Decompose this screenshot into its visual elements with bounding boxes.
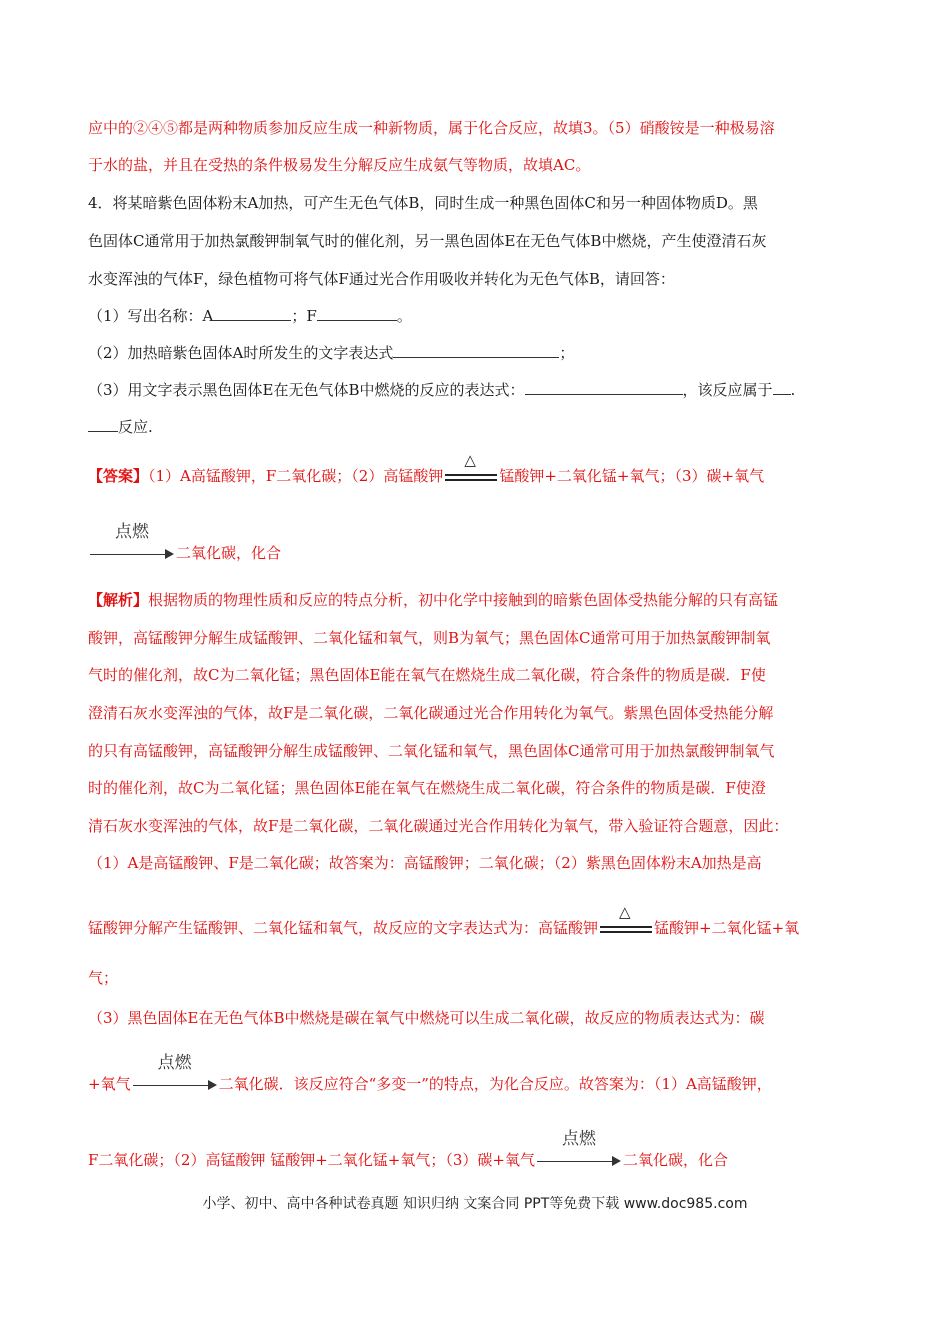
analysis-tag: 【解析】 [88, 591, 149, 609]
answer-line-1 [88, 451, 765, 487]
answer-part-2: 锰酸钾+二氧化锰+氧气；（3）碳+氧气 [499, 467, 765, 485]
q1-label: （1）写出名称：A [88, 307, 214, 325]
q3-label: （3）用文字表示黑色固体E在无色气体B中燃烧的反应的表达式： [88, 381, 525, 399]
ignition-label: 点燃 [115, 522, 149, 542]
prev-answer-line-1: 应中的②④⑤都是两种物质参加反应生成一种新物质，属于化合反应，故填3。（5）硝酸铵是一种极易溶 [88, 119, 775, 137]
q1-mid: ；F [291, 307, 317, 325]
analysis-line-4: 澄清石灰水变浑浊的气体，故F是二氧化碳，二氧化碳通过光合作用转化为氧气。紫黑色固体受热能分解 [88, 704, 774, 722]
analysis-line-5: 的只有高锰酸钾，高锰酸钾分解生成锰酸钾、二氧化锰和氧气，黑色固体C通常可用于加热氯酸钾制氧气 [88, 742, 775, 760]
blank-expression [393, 343, 559, 358]
analysis-line-12: +氧气 点燃 二氧化碳．该反应符合“多变一”的特点，为化合反应。故答案为：（1）A高锰酸钾， [88, 1074, 772, 1096]
blank-a [213, 306, 291, 321]
analysis-line-1: 【解析】根据物质的物理性质和反应的特点分析，初中化学中接触到的暗紫色固体受热能分解的只有高锰 [88, 591, 779, 609]
analysis-line-9: 锰酸钾分解产生锰酸钾、二氧化锰和氧气，故反应的文字表达式为：高锰酸钾 △ 锰酸钾+二氧化锰+氧 [88, 903, 800, 937]
sub-question-1 [88, 306, 412, 326]
answer-tag: 【答案】 [88, 467, 149, 485]
sub-question-3-cont [88, 417, 153, 437]
ignition-arrow-2 [133, 1053, 217, 1096]
arrow-head-icon [208, 1080, 217, 1090]
answer-line-2 [88, 522, 282, 565]
ignition-arrow [90, 522, 174, 565]
q2-end: ； [559, 344, 575, 362]
sub-question-2 [88, 343, 574, 363]
q3-end: 反应. [118, 418, 153, 436]
question-stem-line-1: 4．将某暗紫色固体粉末A加热，可产生无色气体B，同时生成一种黑色固体C和另一种固体物质D。黑 [88, 194, 758, 212]
question-stem-line-3: 水变浑浊的气体F，绿色植物可将气体F通过光合作用吸收并转化为无色气体B，请回答： [88, 270, 675, 288]
q3-dot: . [790, 381, 796, 399]
blank-expression-2 [525, 380, 683, 395]
ignition-label: 点燃 [157, 1053, 192, 1073]
analysis-line-10: 气； [88, 969, 119, 987]
q3-mid: ，该反应属于 [682, 381, 773, 399]
analysis-line-2: 酸钾，高锰酸钾分解生成锰酸钾、二氧化锰和氧气，则B为氧气；黑色固体C通常可用于加热氯酸钾制氧 [88, 629, 771, 647]
sub-question-3 [88, 380, 795, 400]
analysis-line-13: F二氧化碳；（2）高锰酸钾 锰酸钾+二氧化锰+氧气；（3）碳+氧气 点燃 二氧化碳，化合 [88, 1150, 728, 1172]
arrow-head-icon [612, 1156, 621, 1166]
heating-condition-2 [600, 903, 652, 939]
answer-part-1: （1）A高锰酸钾，F二氧化碳；（2）高锰酸钾 [148, 467, 444, 485]
page-footer: 小学、初中、高中各种试卷真题 知识归纳 文案合同 PPT等免费下载 www.doc985.com [202, 1196, 748, 1212]
answer-part-3: 二氧化碳，化合 [176, 544, 282, 562]
analysis-line-3: 气时的催化剂，故C为二氧化锰；黑色固体E能在氧气在燃烧生成二氧化碳，符合条件的物质是碳．F使 [88, 666, 766, 684]
question-stem-line-2: 色固体C通常用于加热氯酸钾制氧气时的催化剂，另一黑色固体E在无色气体B中燃烧，产生使澄清石灰 [88, 232, 767, 250]
q1-end: 。 [396, 307, 412, 325]
analysis-line-11: （3）黑色固体E在无色气体B中燃烧是碳在氧气中燃烧可以生成二氧化碳，故反应的物质表达式为：碳 [88, 1009, 765, 1027]
ignition-label: 点燃 [561, 1129, 596, 1149]
q2-label: （2）加热暗紫色固体A时所发生的文字表达式 [88, 344, 394, 362]
analysis-line-8: （1）A是高锰酸钾、F是二氧化碳；故答案为：高锰酸钾；二氧化碳；（2）紫黑色固体粉末A加热是高 [88, 854, 762, 872]
prev-answer-line-2: 于水的盐，并且在受热的条件极易发生分解反应生成氨气等物质，故填AC。 [88, 156, 591, 174]
analysis-line-7: 清石灰水变浑浊的气体，故F是二氧化碳，二氧化碳通过光合作用转化为氧气，带入验证符合题意，因此： [88, 817, 789, 835]
heating-condition [445, 451, 497, 487]
heat-triangle-icon: △ [464, 451, 476, 469]
ignition-arrow-3 [537, 1129, 621, 1172]
blank-type-2 [88, 417, 118, 432]
analysis-line-6: 时的催化剂，故C为二氧化锰；黑色固体E能在氧气在燃烧生成二氧化碳，符合条件的物质是碳．F使澄 [88, 779, 766, 797]
arrow-head-icon [165, 549, 174, 559]
heat-triangle-icon: △ [619, 903, 631, 921]
blank-type-1 [773, 380, 791, 395]
blank-f [317, 306, 397, 321]
